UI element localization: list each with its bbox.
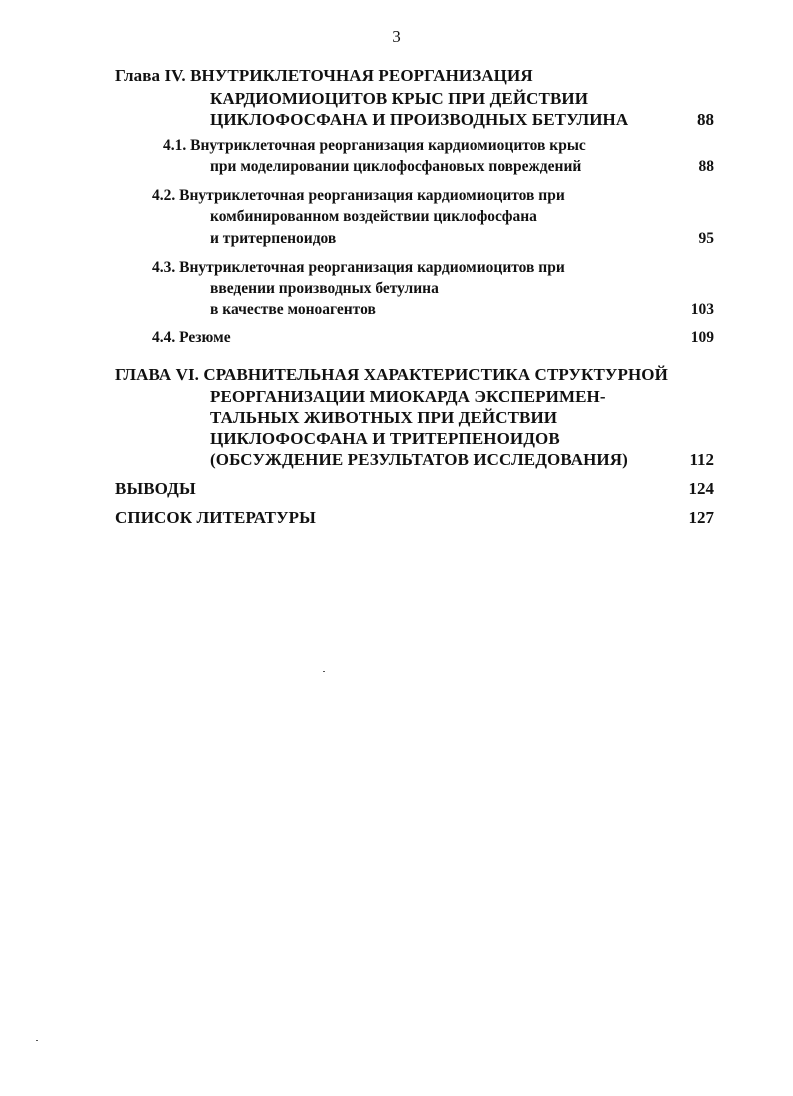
toc-chapter4-page: 88 (697, 110, 714, 129)
toc-conclusions-page: 124 (688, 479, 714, 498)
scan-speck (323, 671, 325, 672)
toc-section4-1-line2: при моделировании циклофосфановых повреждений (210, 158, 582, 175)
toc-section4-1-line1: 4.1. Внутриклеточная реорганизация кардиомиоцитов крыс (163, 137, 586, 154)
toc-section4-1-page: 88 (698, 158, 714, 175)
scan-speck (36, 1040, 38, 1041)
toc-section4-2-line2: комбинированном воздействии циклофосфана (210, 208, 537, 225)
toc-chapter6-page: 112 (689, 450, 714, 469)
toc-section4-4-line1: 4.4. Резюме (152, 329, 231, 346)
toc-section4-4-page: 109 (690, 329, 714, 346)
toc-conclusions: ВЫВОДЫ (115, 479, 196, 498)
toc-section4-3-line3: в качестве моноагентов (210, 301, 376, 318)
toc-section4-2-line1: 4.2. Внутриклеточная реорганизация кардиомиоцитов при (152, 187, 565, 204)
toc-section4-2-line3: и тритерпеноидов (210, 230, 337, 247)
toc-section4-3-line2: введении производных бетулина (210, 280, 439, 297)
toc-chapter6-line5: (ОБСУЖДЕНИЕ РЕЗУЛЬТАТОВ ИССЛЕДОВАНИЯ) (210, 450, 628, 469)
toc-chapter6-line4: ЦИКЛОФОСФАНА И ТРИТЕРПЕНОИДОВ (210, 429, 560, 448)
page-number: 3 (392, 27, 401, 46)
toc-section4-2-page: 95 (698, 230, 714, 247)
toc-chapter4-line1: Глава IV. ВНУТРИКЛЕТОЧНАЯ РЕОРГАНИЗАЦИЯ (115, 66, 533, 85)
toc-chapter4-line2: КАРДИОМИОЦИТОВ КРЫС ПРИ ДЕЙСТВИИ (210, 89, 589, 108)
toc-chapter6-line1: ГЛАВА VI. СРАВНИТЕЛЬНАЯ ХАРАКТЕРИСТИКА СТРУКТУРНОЙ (115, 365, 668, 384)
toc-references: СПИСОК ЛИТЕРАТУРЫ (115, 508, 316, 527)
toc-chapter6-line3: ТАЛЬНЫХ ЖИВОТНЫХ ПРИ ДЕЙСТВИИ (210, 408, 558, 427)
toc-chapter6-line2: РЕОРГАНИЗАЦИИ МИОКАРДА ЭКСПЕРИМЕН- (210, 387, 606, 406)
toc-section4-3-line1: 4.3. Внутриклеточная реорганизация кардиомиоцитов при (152, 259, 565, 276)
toc-chapter4-line3: ЦИКЛОФОСФАНА И ПРОИЗВОДНЫХ БЕТУЛИНА (210, 110, 629, 129)
toc-section4-3-page: 103 (690, 301, 714, 318)
toc-references-page: 127 (688, 508, 714, 527)
